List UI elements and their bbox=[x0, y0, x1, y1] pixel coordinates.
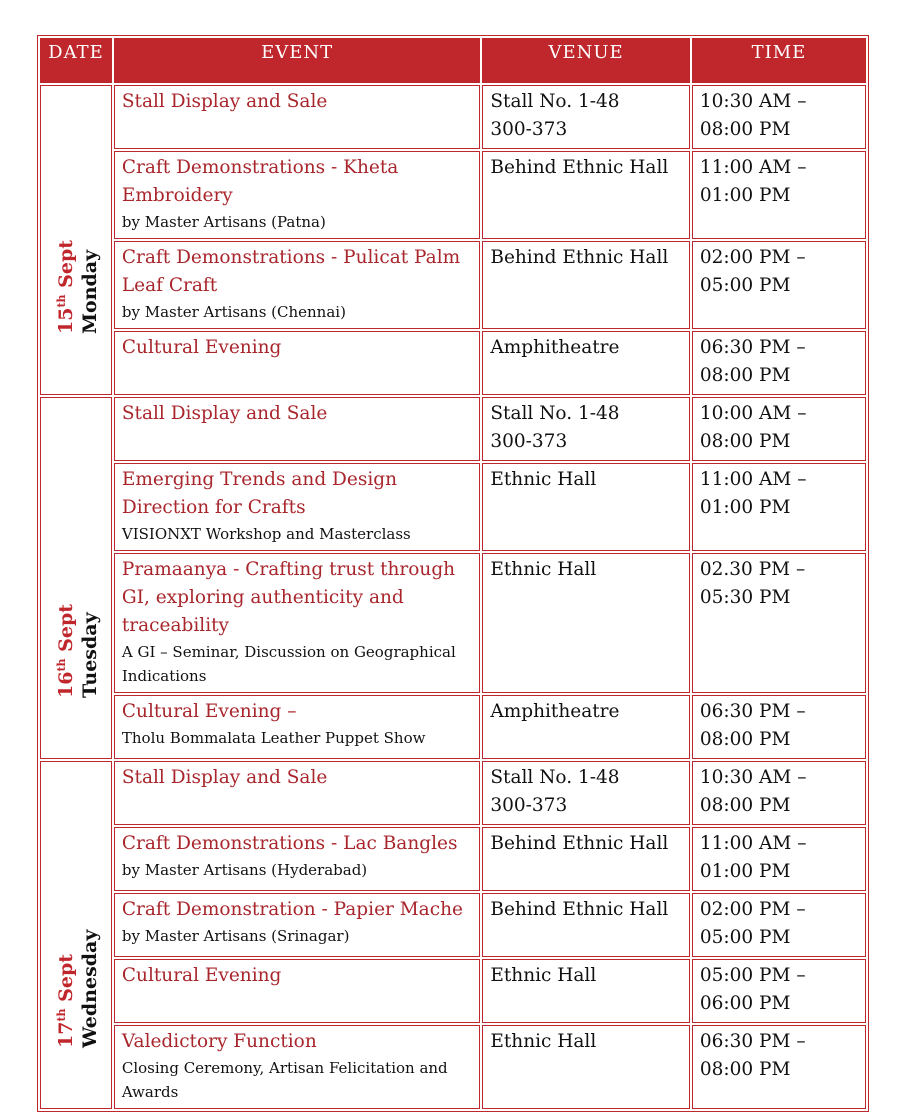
event-title: Pramaanya - Crafting trust through GI, exploring authenticity and traceability bbox=[121, 559, 456, 636]
venue-cell bbox=[482, 151, 690, 239]
date-month: Sept bbox=[55, 603, 78, 652]
venue-cell bbox=[482, 331, 690, 395]
table-row bbox=[40, 331, 866, 395]
date-day bbox=[50, 604, 78, 698]
date-day-suffix: th bbox=[54, 658, 68, 672]
time-text: 11:00 AM – 01:00 PM bbox=[699, 833, 807, 882]
event-cell bbox=[114, 463, 480, 551]
venue-cell bbox=[482, 893, 690, 957]
event-title: Emerging Trends and Design Direction for Crafts bbox=[121, 469, 397, 518]
event-title: Valedictory Function bbox=[121, 1031, 317, 1052]
event-cell bbox=[114, 397, 480, 461]
venue-text: Ethnic Hall bbox=[490, 1031, 597, 1052]
event-title: Stall Display and Sale bbox=[121, 91, 328, 112]
event-subtitle: A GI – Seminar, Discussion on Geographical Indications bbox=[121, 643, 456, 685]
date-day-suffix: th bbox=[54, 294, 68, 308]
time-cell bbox=[692, 463, 866, 551]
event-cell bbox=[114, 85, 480, 149]
date-cell bbox=[40, 397, 112, 759]
venue-text: Behind Ethnic Hall bbox=[490, 247, 669, 268]
venue-text: Amphitheatre bbox=[490, 701, 620, 722]
time-text: 11:00 AM – 01:00 PM bbox=[699, 469, 807, 518]
time-text: 06:30 PM – 08:00 PM bbox=[699, 701, 806, 750]
venue-text: Ethnic Hall bbox=[490, 559, 597, 580]
venue-cell bbox=[482, 241, 690, 329]
venue-cell bbox=[482, 463, 690, 551]
date-label bbox=[50, 240, 102, 334]
time-text: 05:00 PM – 06:00 PM bbox=[699, 965, 806, 1014]
event-subtitle: VISIONXT Workshop and Masterclass bbox=[121, 525, 411, 543]
table-row bbox=[40, 85, 866, 149]
event-cell bbox=[114, 959, 480, 1023]
header-venue: VENUE bbox=[482, 38, 690, 83]
table-row bbox=[40, 959, 866, 1023]
header-row bbox=[40, 38, 866, 83]
time-cell bbox=[692, 959, 866, 1023]
venue-text: Ethnic Hall bbox=[490, 965, 597, 986]
date-day bbox=[50, 929, 78, 1047]
time-cell bbox=[692, 553, 866, 693]
date-day-number: 15 bbox=[55, 307, 78, 334]
event-title: Cultural Evening – bbox=[121, 701, 297, 722]
date-weekday: Tuesday bbox=[79, 612, 102, 698]
event-subtitle: Closing Ceremony, Artisan Felicitation and Awards bbox=[121, 1059, 448, 1101]
date-day-number: 16 bbox=[55, 671, 78, 698]
event-cell bbox=[114, 695, 480, 759]
header-date: DATE bbox=[40, 38, 112, 83]
date-label bbox=[50, 929, 102, 1047]
event-cell bbox=[114, 761, 480, 825]
date-month: Sept bbox=[55, 239, 78, 288]
time-text: 02:00 PM – 05:00 PM bbox=[699, 899, 806, 948]
event-title: Cultural Evening bbox=[121, 337, 282, 358]
date-cell bbox=[40, 761, 112, 1109]
venue-cell bbox=[482, 85, 690, 149]
time-cell bbox=[692, 1025, 866, 1109]
table-row bbox=[40, 463, 866, 551]
venue-cell bbox=[482, 761, 690, 825]
event-subtitle: by Master Artisans (Patna) bbox=[121, 213, 326, 231]
event-cell bbox=[114, 827, 480, 891]
header-event: EVENT bbox=[114, 38, 480, 83]
venue-cell bbox=[482, 1025, 690, 1109]
event-cell bbox=[114, 1025, 480, 1109]
table-row bbox=[40, 553, 866, 693]
venue-text: Stall No. 1-48 300-373 bbox=[490, 91, 620, 140]
event-title: Craft Demonstrations - Lac Bangles bbox=[121, 833, 458, 854]
date-weekday: Monday bbox=[79, 249, 102, 334]
date-weekday: Wednesday bbox=[79, 929, 102, 1048]
time-cell bbox=[692, 397, 866, 461]
event-title: Stall Display and Sale bbox=[121, 767, 328, 788]
table-row bbox=[40, 695, 866, 759]
table-row bbox=[40, 241, 866, 329]
date-day-number: 17 bbox=[55, 1021, 78, 1048]
table-row bbox=[40, 761, 866, 825]
schedule-table bbox=[37, 35, 869, 1112]
event-subtitle: by Master Artisans (Hyderabad) bbox=[121, 861, 368, 879]
time-text: 06:30 PM – 08:00 PM bbox=[699, 1031, 806, 1080]
time-cell bbox=[692, 151, 866, 239]
date-cell bbox=[40, 85, 112, 395]
venue-text: Stall No. 1-48 300-373 bbox=[490, 767, 620, 816]
event-title: Craft Demonstration - Papier Mache bbox=[121, 899, 463, 920]
time-text: 02:00 PM – 05:00 PM bbox=[699, 247, 806, 296]
event-title: Craft Demonstrations - Pulicat Palm Leaf Craft bbox=[121, 247, 461, 296]
date-day-suffix: th bbox=[54, 1008, 68, 1022]
table-row bbox=[40, 397, 866, 461]
venue-cell bbox=[482, 959, 690, 1023]
table-row bbox=[40, 893, 866, 957]
time-cell bbox=[692, 761, 866, 825]
venue-cell bbox=[482, 397, 690, 461]
venue-text: Behind Ethnic Hall bbox=[490, 157, 669, 178]
venue-text: Behind Ethnic Hall bbox=[490, 899, 669, 920]
event-title: Craft Demonstrations - Kheta Embroidery bbox=[121, 157, 399, 206]
header-time: TIME bbox=[692, 38, 866, 83]
event-subtitle: by Master Artisans (Chennai) bbox=[121, 303, 346, 321]
time-text: 10:30 AM – 08:00 PM bbox=[699, 91, 807, 140]
time-cell bbox=[692, 85, 866, 149]
time-cell bbox=[692, 241, 866, 329]
table-row bbox=[40, 827, 866, 891]
event-subtitle: by Master Artisans (Srinagar) bbox=[121, 927, 350, 945]
time-text: 11:00 AM – 01:00 PM bbox=[699, 157, 807, 206]
venue-text: Behind Ethnic Hall bbox=[490, 833, 669, 854]
date-day bbox=[50, 240, 78, 334]
venue-text: Amphitheatre bbox=[490, 337, 620, 358]
time-text: 02.30 PM – 05:30 PM bbox=[699, 559, 806, 608]
venue-text: Ethnic Hall bbox=[490, 469, 597, 490]
time-text: 06:30 PM – 08:00 PM bbox=[699, 337, 806, 386]
venue-text: Stall No. 1-48 300-373 bbox=[490, 403, 620, 452]
table-row bbox=[40, 1025, 866, 1109]
event-cell bbox=[114, 241, 480, 329]
event-cell bbox=[114, 893, 480, 957]
event-cell bbox=[114, 151, 480, 239]
time-cell bbox=[692, 893, 866, 957]
event-cell bbox=[114, 553, 480, 693]
venue-cell bbox=[482, 553, 690, 693]
event-subtitle: Tholu Bommalata Leather Puppet Show bbox=[121, 729, 426, 747]
event-cell bbox=[114, 331, 480, 395]
date-month: Sept bbox=[55, 953, 78, 1002]
table-row bbox=[40, 151, 866, 239]
venue-cell bbox=[482, 827, 690, 891]
venue-cell bbox=[482, 695, 690, 759]
event-title: Stall Display and Sale bbox=[121, 403, 328, 424]
event-title: Cultural Evening bbox=[121, 965, 282, 986]
time-text: 10:30 AM – 08:00 PM bbox=[699, 767, 807, 816]
schedule-body bbox=[40, 85, 866, 1109]
time-cell bbox=[692, 331, 866, 395]
date-label bbox=[50, 604, 102, 698]
time-text: 10:00 AM – 08:00 PM bbox=[699, 403, 807, 452]
time-cell bbox=[692, 827, 866, 891]
time-cell bbox=[692, 695, 866, 759]
